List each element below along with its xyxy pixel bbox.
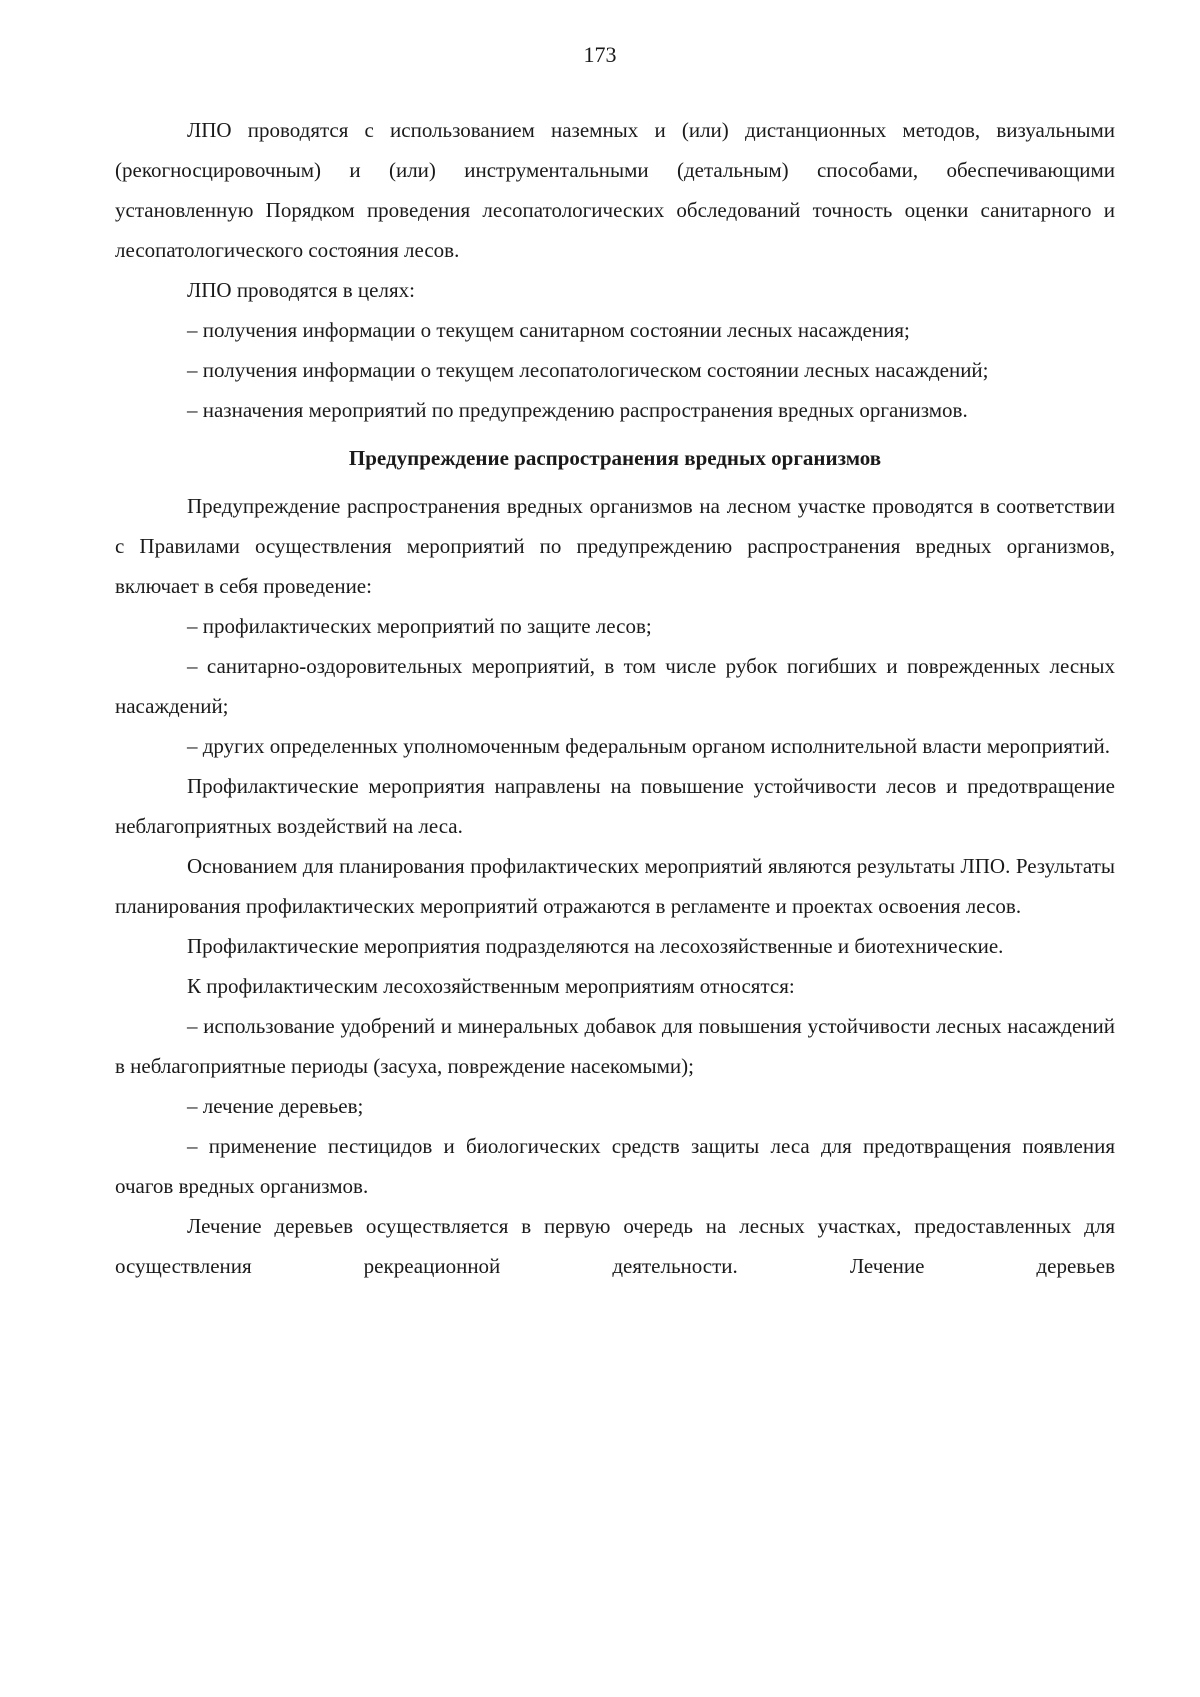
page-body: [115, 110, 1115, 1286]
list-item: – лечение деревьев;: [187, 1094, 364, 1118]
list-item: – санитарно-оздоровительных мероприятий, в том числе рубок погибших и поврежденных лесных насаждений;: [115, 654, 1115, 718]
list-item: – назначения мероприятий по предупреждению распространения вредных организмов.: [187, 398, 968, 422]
list-item: – получения информации о текущем санитарном состоянии лесных насаждения;: [187, 318, 910, 342]
paragraph: Предупреждение распространения вредных организмов на лесном участке проводятся в соответствии с Правилами осуществления мероприятий по предупреждению распространения вредных организмов, включает в себя проведение:: [115, 494, 1115, 598]
list-item: – использование удобрений и минеральных добавок для повышения устойчивости лесных насаждений в неблагоприятные периоды (засуха, повреждение насекомыми);: [115, 1014, 1115, 1078]
paragraph: К профилактическим лесохозяйственным мероприятиям относятся:: [187, 974, 795, 998]
paragraph: ЛПО проводятся с использованием наземных и (или) дистанционных методов, визуальными (рекогносцировочным) и (или) инструментальными (детальным) способами, обеспечивающими установленную Порядком проведения лесопатологических обследований точность оценки санитарного и лесопатологического состояния лесов.: [115, 118, 1115, 262]
list-item: – получения информации о текущем лесопатологическом состоянии лесных насаждений;: [187, 358, 989, 382]
page-number: 173: [583, 42, 617, 67]
list-item: – других определенных уполномоченным федеральным органом исполнительной власти мероприятий.: [187, 734, 1110, 758]
list-item: – профилактических мероприятий по защите лесов;: [187, 614, 652, 638]
paragraph: Основанием для планирования профилактических мероприятий являются результаты ЛПО. Результаты планирования профилактических мероприятий отражаются в регламенте и проектах освоения лесов.: [115, 854, 1115, 918]
paragraph: Профилактические мероприятия подразделяются на лесохозяйственные и биотехнические.: [187, 934, 1004, 958]
section-heading: Предупреждение распространения вредных организмов: [348, 446, 882, 470]
list-item: – применение пестицидов и биологических средств защиты леса для предотвращения появления очагов вредных организмов.: [115, 1134, 1115, 1198]
paragraph: Лечение деревьев осуществляется в первую очередь на лесных участках, предоставленных для осуществления рекреационной деятельности. Лечение деревьев: [115, 1214, 1115, 1278]
paragraph: ЛПО проводятся в целях:: [187, 278, 415, 302]
paragraph: Профилактические мероприятия направлены на повышение устойчивости лесов и предотвращение неблагоприятных воздействий на леса.: [115, 774, 1115, 838]
